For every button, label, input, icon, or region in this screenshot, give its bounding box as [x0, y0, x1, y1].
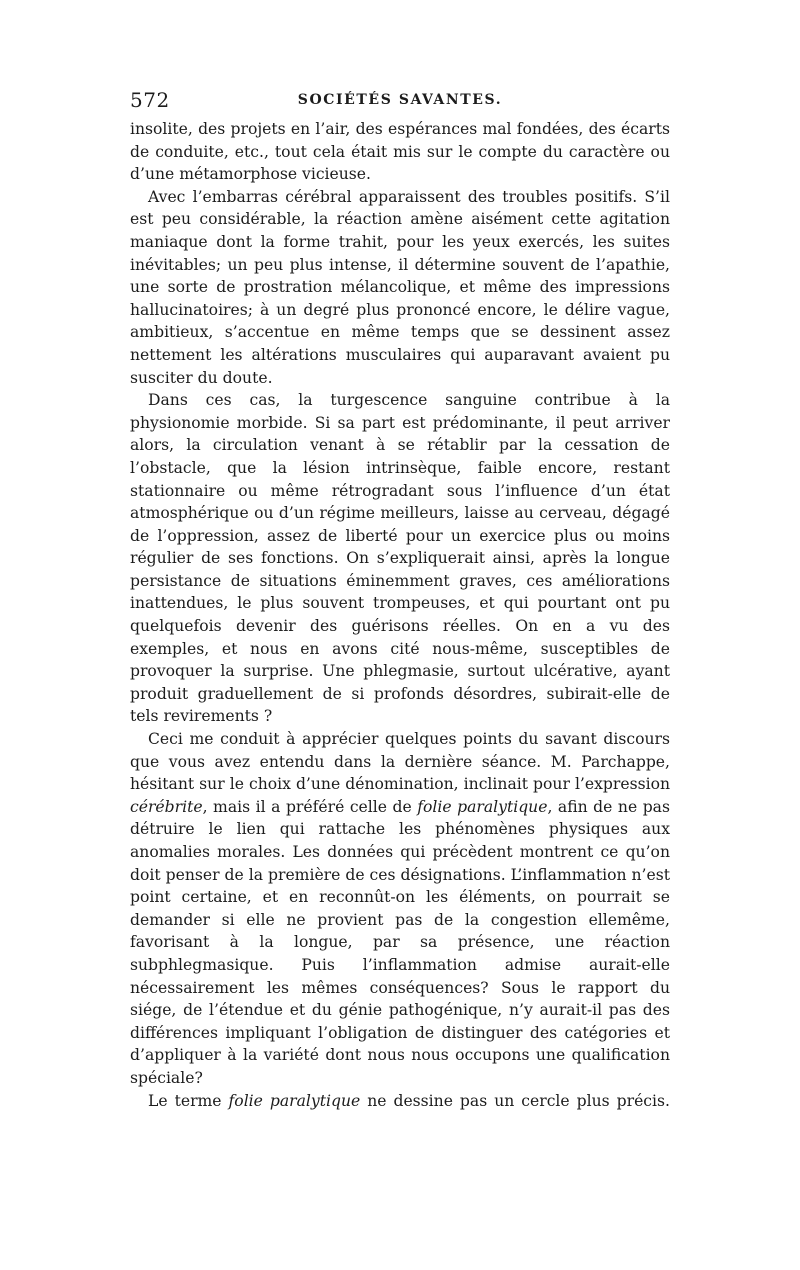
- paragraph: [130, 1090, 670, 1113]
- text-run: ne dessine pas un cercle plus précis.: [360, 1091, 670, 1110]
- book-page: [130, 84, 670, 1112]
- text-run: Avec l’embarras cérébral apparaissent des troubles positifs. S’il est peu considérable, la réaction amène aisément cette agitation maniaque dont la forme trahit, pour les yeux exercés, les suites inévitables; un peu plus intense, il détermine souvent de l’apathie, une sorte de prostration mélancolique, et même des impressions hallucinatoires; à un degré plus prononcé encore, le délire vague, ambitieux, s’accentue en même temps que se dessinent assez nettement les altérations musculaires qui auparavant avaient pu susciter du doute.: [130, 187, 670, 387]
- paragraph: [130, 186, 670, 389]
- page-number: 572: [130, 88, 170, 112]
- paragraph: [130, 728, 670, 1090]
- text-run: , mais il a préféré celle de: [202, 797, 418, 816]
- paragraph: [130, 118, 670, 186]
- italic-term: cérébrite: [130, 797, 203, 816]
- text-run: Le terme: [148, 1091, 229, 1110]
- running-head: [130, 84, 670, 114]
- text-run: Ceci me conduit à apprécier quelques points du savant discours que vous avez entendu dans la dernière séance. M. Parchappe, hésitant sur le choix d’une dénomination, inclinait pour l’expression: [130, 730, 670, 794]
- text-run: , afin de ne pas détruire le lien qui rattache les phénomènes physiques aux anomalies morales. Les données qui précèdent montrent ce qu’on doit penser de la première de ces désignations. L’inflammation n’est point certaine, et en reconnût-on les éléments, on pourrait se demander si elle ne provient pas de la congestion ellemême, favorisant à la longue, par sa présence, une réaction subphlegmasique. Puis l’inflammation admise aurait-elle nécessairement les mêmes conséquences? Sous le rapport du siége, de l’étendue et du génie pathogénique, n’y aurait-il pas des différences impliquant l’obligation de distinguer des catégories et d’appliquer à la variété dont nous nous occupons une qualification spéciale?: [130, 797, 670, 1087]
- running-title: SOCIÉTÉS SAVANTES.: [297, 92, 503, 108]
- paragraph: [130, 389, 670, 728]
- text-run: Dans ces cas, la turgescence sanguine contribue à la physionomie morbide. Si sa part est prédominante, il peut arriver alors, la circulation venant à se rétablir par la cessation de l’obstacle, que la lésion intrinsèque, faible encore, restant stationnaire ou même rétrogradant sous l’influence d’un état atmosphérique ou d’un régime meilleurs, laisse au cerveau, dégagé de l’oppression, assez de liberté pour un exercice plus ou moins régulier de ses fonctions. On s’expliquerait ainsi, après la longue persistance de situations éminemment graves, ces améliorations inattendues, le plus souvent trompeuses, et qui pourtant ont pu quelquefois devenir des guérisons réelles. On en a vu des exemples, et nous en avons cité nous-même, susceptibles de provoquer la surprise. Une phlegmasie, surtout ulcérative, ayant produit graduellement de si profonds désordres, subirait-elle de tels revirements ?: [130, 391, 670, 726]
- text-run: insolite, des projets en l’air, des espérances mal fondées, des écarts de conduite, etc., tout cela était mis sur le compte du caractère ou d’une métamorphose vicieuse.: [130, 120, 670, 184]
- body-text: [130, 118, 670, 1112]
- italic-term: folie paralytique: [228, 1091, 361, 1110]
- italic-term: folie paralytique: [417, 797, 548, 816]
